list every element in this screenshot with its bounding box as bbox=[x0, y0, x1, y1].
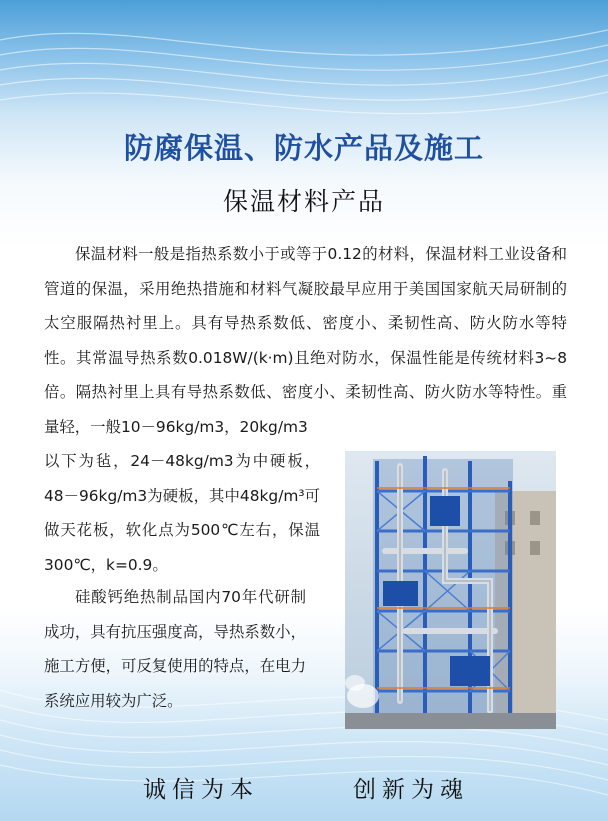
page-title: 防腐保温、防水产品及施工 bbox=[123, 131, 484, 165]
page-subtitle: 保温材料产品 bbox=[222, 187, 385, 216]
slogan-innovation: 创新为魂 bbox=[353, 777, 469, 803]
intro-paragraph: 保温材料一般是指热系数小于或等于0.12的材料，保温材料工业设备和管道的保温，采用绝热措施和材料气凝胶最早应用于美国国家航天局研制的太空服隔热衬里上。具有导热系数低、密度小、柔韧性高、防火防水等特性。其常温导热系数0.018W/(k·m)且绝对防水，保温性能是传统材料3~8倍。隔热衬里上具有导热系数低、密度小、柔韧性高、防火防水等特性。重量轻，一般10－96kg/m3，20kg/m3 bbox=[44, 245, 567, 436]
calcium-silicate-paragraph: 硅酸钙绝热制品国内70年代研制成功，具有抗压强度高，导热系数小，施工方便，可反复使用的特点，在电力系统应用较为广泛。 bbox=[44, 588, 306, 710]
density-paragraph: 以下为毡，24－48kg/m3为中硬板，48－96kg/m3为硬板，其中48kg/m³可做天花板，软化点为500℃左右，保温300℃，k=0.9。 bbox=[44, 452, 320, 574]
industrial-plant-photo bbox=[345, 451, 556, 729]
slogan-integrity: 诚信为本 bbox=[143, 777, 259, 803]
